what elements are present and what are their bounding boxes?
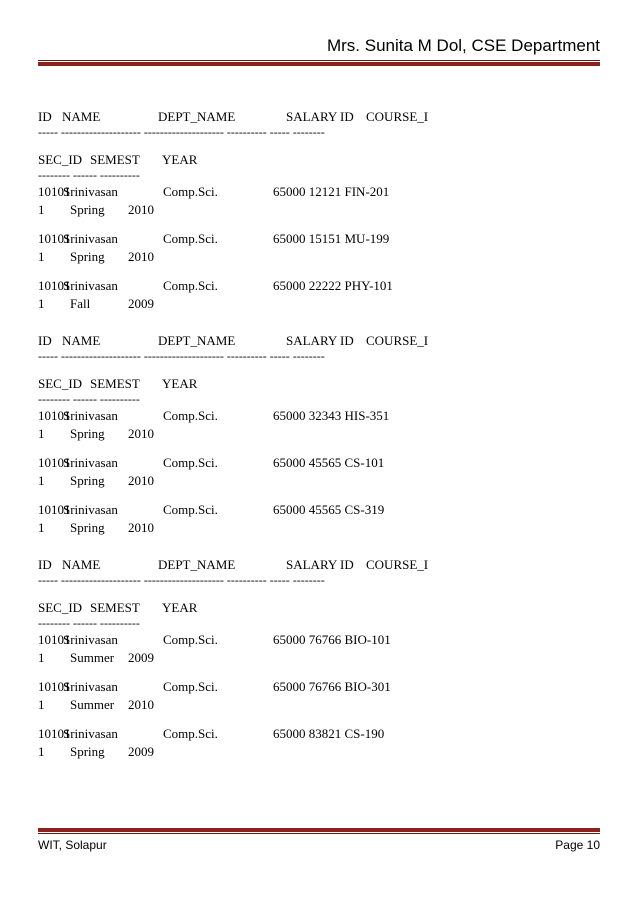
column-header: SEC_ID (38, 152, 83, 167)
cell: 1 (38, 650, 45, 665)
cell: 10101 (38, 726, 71, 741)
cell: 2010 (128, 426, 154, 441)
cell: 65000 83821 CS-190 (273, 726, 385, 741)
spacer (38, 588, 598, 599)
result-block (38, 332, 598, 537)
spacer (38, 364, 598, 375)
cell: Srinivasan (63, 632, 118, 647)
cell: 1 (38, 697, 45, 712)
cell: Comp.Sci. (163, 408, 218, 423)
cell: Comp.Sci. (163, 679, 218, 694)
column-header-line-1 (38, 556, 598, 574)
cell: 65000 45565 CS-101 (273, 455, 385, 470)
cell: Srinivasan (63, 408, 118, 423)
column-header: YEAR (162, 152, 198, 167)
cell: Fall (70, 296, 91, 311)
column-header: ID (38, 557, 52, 572)
row-line-2 (38, 696, 598, 714)
header-divider: -------- ------ ---------- (38, 392, 140, 406)
row-spacer (38, 667, 598, 678)
column-header: DEPT_NAME (158, 333, 236, 348)
cell: Srinivasan (63, 231, 118, 246)
cell: Summer (70, 697, 115, 712)
cell: Spring (70, 426, 105, 441)
cell: 1 (38, 426, 45, 441)
page-header-title: Mrs. Sunita M Dol, CSE Department (326, 36, 600, 55)
table-row (38, 407, 598, 443)
row-line-2 (38, 472, 598, 490)
table-row (38, 277, 598, 313)
cell: Comp.Sci. (163, 278, 218, 293)
column-header: YEAR (162, 376, 198, 391)
cell: 65000 22222 PHY-101 (273, 278, 393, 293)
column-header: ID (38, 109, 52, 124)
footer-rule (38, 828, 600, 834)
cell: 1 (38, 249, 45, 264)
cell: 2010 (128, 473, 154, 488)
cell: 2010 (128, 697, 154, 712)
cell: Comp.Sci. (163, 231, 218, 246)
cell: 10101 (38, 184, 71, 199)
cell: 2010 (128, 202, 154, 217)
row-line-1 (38, 230, 598, 248)
cell: 65000 76766 BIO-101 (273, 632, 391, 647)
column-header-line-1 (38, 108, 598, 126)
result-block (38, 108, 598, 313)
row-spacer (38, 443, 598, 454)
cell: 10101 (38, 502, 71, 517)
column-header: SEC_ID (38, 376, 83, 391)
row-line-1 (38, 725, 598, 743)
column-header-line-2 (38, 599, 598, 617)
table-row (38, 454, 598, 490)
cell: 10101 (38, 679, 71, 694)
cell: 2009 (128, 650, 154, 665)
row-line-2 (38, 649, 598, 667)
cell: 1 (38, 520, 45, 535)
footer-page-number: Page 10 (555, 838, 600, 852)
footer-institution: WIT, Solapur (38, 838, 107, 852)
cell: Spring (70, 249, 105, 264)
column-header: SALARY ID (286, 109, 354, 124)
cell: Srinivasan (63, 726, 118, 741)
cell: 65000 32343 HIS-351 (273, 408, 390, 423)
row-line-2 (38, 425, 598, 443)
cell: 10101 (38, 632, 71, 647)
row-line-2 (38, 295, 598, 313)
cell: Comp.Sci. (163, 455, 218, 470)
cell: 65000 15151 MU-199 (273, 231, 390, 246)
cell: 2010 (128, 520, 154, 535)
header-divider: -------- ------ ---------- (38, 168, 140, 182)
row-line-1 (38, 277, 598, 295)
column-header: SEC_ID (38, 600, 83, 615)
column-header: SEMEST (90, 600, 140, 615)
query-output (38, 108, 598, 780)
cell: 2009 (128, 296, 154, 311)
column-header: YEAR (162, 600, 198, 615)
column-header: NAME (62, 557, 101, 572)
cell: Srinivasan (63, 278, 118, 293)
spacer (38, 140, 598, 151)
cell: Summer (70, 650, 115, 665)
cell: 65000 12121 FIN-201 (273, 184, 390, 199)
row-line-1 (38, 454, 598, 472)
table-row (38, 725, 598, 761)
header-divider: ----- -------------------- -------------------- ---------- ----- -------- (38, 125, 325, 139)
row-line-1 (38, 407, 598, 425)
column-header: ID (38, 333, 52, 348)
header-divider: -------- ------ ---------- (38, 616, 140, 630)
cell: 65000 45565 CS-319 (273, 502, 385, 517)
column-header: SALARY ID (286, 333, 354, 348)
cell: 10101 (38, 455, 71, 470)
cell: Comp.Sci. (163, 502, 218, 517)
column-header: SEMEST (90, 376, 140, 391)
row-spacer (38, 266, 598, 277)
column-header: COURSE_I (366, 557, 429, 572)
row-line-1 (38, 501, 598, 519)
column-header: SEMEST (90, 152, 140, 167)
column-header-line-2 (38, 151, 598, 169)
cell: 1 (38, 744, 45, 759)
cell: Srinivasan (63, 502, 118, 517)
cell: 10101 (38, 231, 71, 246)
cell: Comp.Sci. (163, 726, 218, 741)
cell: Comp.Sci. (163, 632, 218, 647)
cell: 65000 76766 BIO-301 (273, 679, 391, 694)
header-divider: ----- -------------------- -------------------- ---------- ----- -------- (38, 573, 325, 587)
row-line-1 (38, 631, 598, 649)
column-header-line-1 (38, 332, 598, 350)
cell: Spring (70, 744, 105, 759)
table-row (38, 183, 598, 219)
row-spacer (38, 490, 598, 501)
cell: Spring (70, 202, 105, 217)
cell: 1 (38, 202, 45, 217)
cell: Comp.Sci. (163, 184, 218, 199)
column-header: NAME (62, 333, 101, 348)
column-header: SALARY ID (286, 557, 354, 572)
cell: 1 (38, 473, 45, 488)
column-header: DEPT_NAME (158, 109, 236, 124)
row-line-2 (38, 519, 598, 537)
column-header: COURSE_I (366, 109, 429, 124)
cell: Srinivasan (63, 679, 118, 694)
table-row (38, 678, 598, 714)
table-row (38, 631, 598, 667)
column-header: DEPT_NAME (158, 557, 236, 572)
cell: 2009 (128, 744, 154, 759)
result-block (38, 556, 598, 761)
row-line-2 (38, 201, 598, 219)
cell: 10101 (38, 278, 71, 293)
cell: Srinivasan (63, 184, 118, 199)
header-rule (38, 60, 600, 66)
column-header-line-2 (38, 375, 598, 393)
row-line-1 (38, 183, 598, 201)
cell: Spring (70, 473, 105, 488)
table-row (38, 501, 598, 537)
cell: 1 (38, 296, 45, 311)
row-line-2 (38, 248, 598, 266)
cell: 2010 (128, 249, 154, 264)
header-divider: ----- -------------------- -------------------- ---------- ----- -------- (38, 349, 325, 363)
column-header: NAME (62, 109, 101, 124)
table-row (38, 230, 598, 266)
cell: 10101 (38, 408, 71, 423)
column-header: COURSE_I (366, 333, 429, 348)
row-spacer (38, 714, 598, 725)
row-line-1 (38, 678, 598, 696)
cell: Srinivasan (63, 455, 118, 470)
row-line-2 (38, 743, 598, 761)
row-spacer (38, 219, 598, 230)
cell: Spring (70, 520, 105, 535)
